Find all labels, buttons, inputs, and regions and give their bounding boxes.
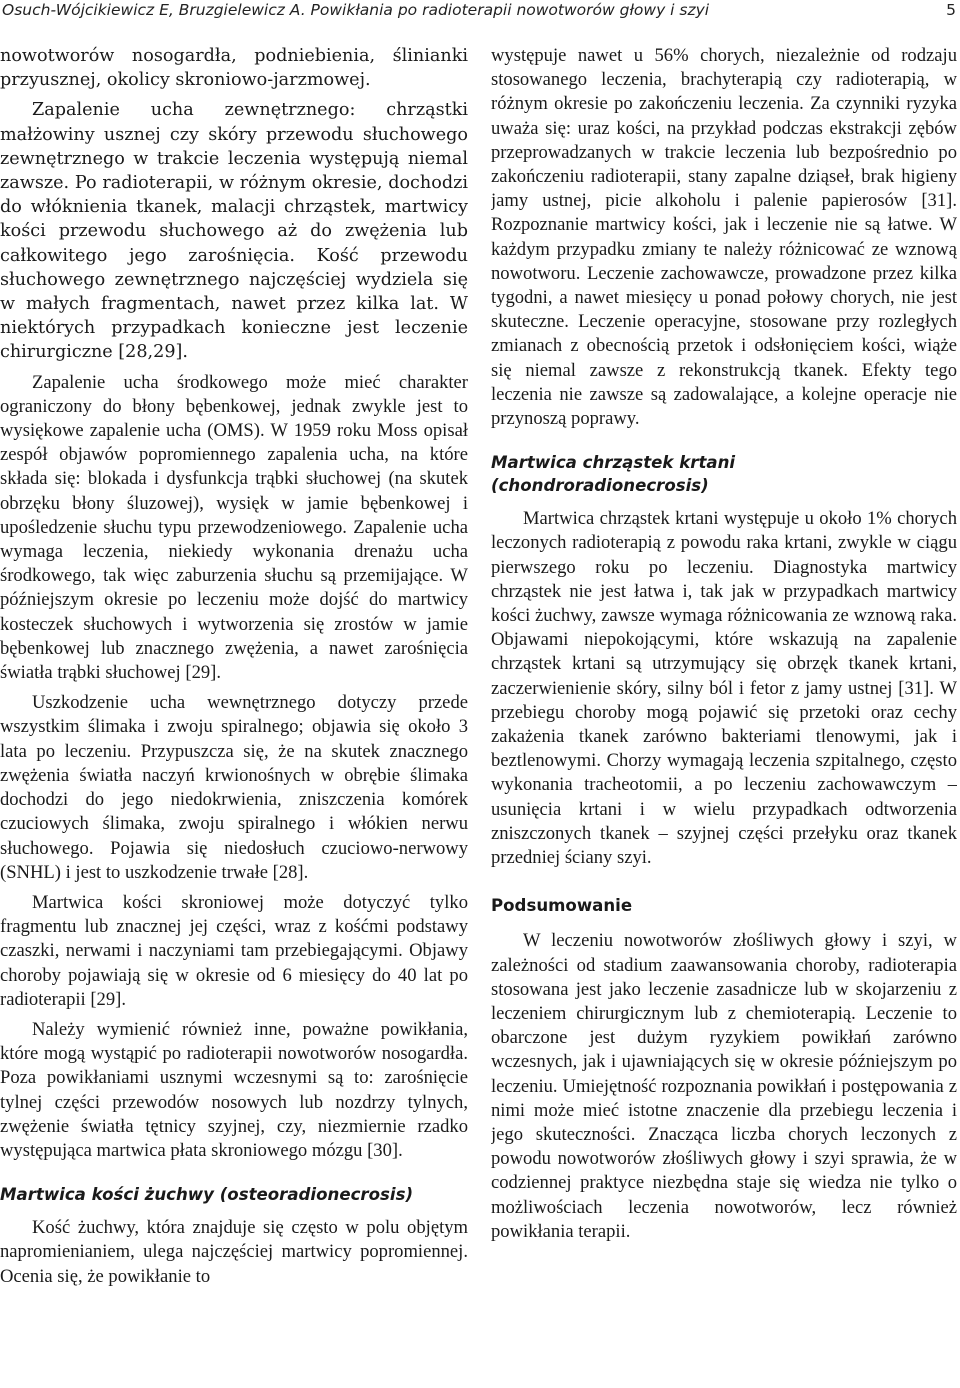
section-heading-mandible: Martwica kości żuchwy (osteoradionecrosis) xyxy=(0,1185,414,1205)
right-column xyxy=(491,44,957,1388)
section-heading-larynx: Martwica chrząstek krtani (chondroradionecrosis) xyxy=(491,453,736,496)
left-paragraph-other-complications: Należy wymienić również inne, poważne powikłania, które mogą wystąpić po radioterapii nowotworów nosogardła. Poza powikłaniami usznymi wczesnymi są to: zarośnięcie tylnej części przewodów nosowych lub nozdrzy tylnych, zwężenie światła tętnicy szyjnej, czy, niezmiernie rzadko występująca martwica płata skroniowego mózgu [30]. xyxy=(0,1018,468,1161)
right-paragraph-summary: W leczeniu nowotworów złośliwych głowy i szyi, w zależności od stadium zaawansowania choroby, radioterapia stosowana jest jako leczenie zasadnicze lub w skojarzeniu z leczeniem chirurgicznym lub z chemioterapią. Leczenie to obarczone jest dużym ryzykiem powikłań zarówno wczesnych, jak i ujawniających się w okresie późniejszym po leczeniu. Umiejętność rozpoznania powikłań i postępowania z nimi może mieć istotne znaczenie dla przebiegu leczenia i jego skuteczności. Znacząca liczba chorych leczonych z powodu nowotworów złośliwych głowy i szyi sprawia, że w codziennej praktyce niezbędna staje się wiedza nie tylko o możliwościach leczenia nowotworów, lecz również powikłania terapii. xyxy=(491,930,957,1242)
left-paragraph-external-ear: Zapalenie ucha zewnętrznego: chrząstki małżowiny usznej czy skóry przewodu słuchowego zewnętrznego w trakcie leczenia występują niemal zawsze. Po radioterapii, w różnym okresie, dochodzi do włóknienia tkanek, malacji chrząstek, martwicy kości przewodu słuchowego aż do zwężenia lub całkowitego jego zarośnięcia. Kość przewodu słuchowego zewnętrznego najczęściej wydziela się w małych fragmentach, nawet przez kilka lat. W niektórych przypadkach konieczne jest leczenie chirurgiczne [28,29]. xyxy=(0,100,468,363)
section-heading-summary: Podsumowanie xyxy=(491,896,633,916)
running-header xyxy=(0,0,960,22)
running-header-title: Osuch-Wójcikiewicz E, Bruzgielewicz A. Powikłania po radioterapii nowotworów głowy i szyi xyxy=(2,1,710,19)
left-paragraph-inner-ear: Uszkodzenie ucha wewnętrznego dotyczy przede wszystkim ślimaka i zwoju spiralnego; objawia się około 3 lata po leczeniu. Przypuszcza się, że na skutek znacznego zwężenia światła naczyń krwionośnych w obrębie ślimaka dochodzi do jego niedokrwienia, zniszczenia komórek czuciowych ślimaka, zwoju spiralnego i włókien nerwu słuchowego. Pojawia się niedosłuch czuciowo-nerwowy (SNHL) i jest to uszkodzenie trwałe [28]. xyxy=(0,692,468,883)
left-paragraph-mandible: Kość żuchwy, która znajduje się często w polu objętym napromienianiem, ulega najczęściej martwicy popromiennej. Ocenia się, że powikłanie to xyxy=(0,1217,468,1287)
left-column xyxy=(0,44,468,1388)
right-paragraph-larynx: Martwica chrząstek krtani występuje u około 1% chorych leczonych radioterapią z powodu raka krtani, zwykle w ciągu pierwszego roku po leczeniu. Diagnostyka martwicy chrząstek nie jest łatwa i, tak jak w przypadkach martwicy kości żuchwy, zawsze wymaga różnicowania ze wznową raka. Objawami niepokojącymi, które wskazują na zapalenie chrząstek krtani są utrzymujący się obrzęk tkanek krtani, zaczerwienienie skóry, silny ból i fetor z jamy ustnej [31]. W przebiegu choroby mogą pojawić się przetoki oraz cechy zakażenia tkanek zarówno bakteriami tlenowymi, jak i beztlenowymi. Chorzy wymagają leczenia szpitalnego, często wykonania tracheotomii, a po leczeniu zachowawczym – usunięcia krtani i w wielu przypadkach odtworzenia zniszczonych tkanek – szyjnej części przełyku oraz tkanek przedniej ściany szyi. xyxy=(491,508,957,869)
right-paragraph-1: występuje nawet u 56% chorych, niezależnie od rodzaju stosowanego leczenia, brachyterapią czy radioterapią, w różnym okresie po zakończeniu leczenia. Za czynniki ryzyka uważa się: uraz kości, na przykład podczas ekstrakcji zębów przeprowadzanych w trakcie leczenia lub bezpośrednio po zakończeniu radioterapii, stany zapalne dziąseł, brak higieny jamy ustnej, picie alkoholu i palenie papierosów [31]. Rozpoznanie martwicy kości, jak i leczenie nie są łatwe. W każdym przypadku zmiany te należy różnicować ze wznową nowotworu. Leczenie zachowawcze, prowadzone przez kilka tygodni, a nawet miesięcy u ponad połowy chorych, nie jest skuteczne. Leczenie operacyjne, stosowane przy rozległych zmianach z obecnością przetok i odsłonięciem kości, wiąże się niemal zawsze z rekonstrukcją tkanek. Efekty tego leczenia nie zawsze są zadowalające, a kolejne operacje nie przynoszą poprawy. xyxy=(491,45,957,430)
left-paragraph-middle-ear: Zapalenie ucha środkowego może mieć charakter ograniczony do błony bębenkowej, jednak zwykle jest to wysiękowe zapalenie ucha (OMS). W 1959 roku Moss opisał zespół objawów popromiennego zapalenia ucha, na które składa się: blokada i dysfunkcja trąbki słuchowej (na skutek obrzęku błony śluzowej), wysięk w jamie bębenkowej i upośledzenie słuchu typu przewodzeniowego. Zapalenie ucha wymaga leczenia, niekiedy wykonania drenażu ucha środkowego, tak więc zaburzenia słuchu są przemijające. W późniejszym okresie po leczeniu może dojść do martwicy kosteczek słuchowych i wytworzenia się zrostów w jamie bębenkowej lub znacznego zwężenia, a nawet zarośnięcia światła trąbki słuchowej [29]. xyxy=(0,371,468,684)
page-number: 5 xyxy=(946,1,956,19)
left-paragraph-temporal-bone: Martwica kości skroniowej może dotyczyć tylko fragmentu lub znacznej jej części, wraz z kośćmi podstawy czaszki, nerwami i naczyniami tam przebiegającymi. Objawy choroby pojawiają się w okresie od 6 miesięcy do 40 lat po radioterapii [29]. xyxy=(0,891,468,1010)
left-paragraph-1: nowotworów nosogardła, podniebienia, ślinianki przyusznej, okolicy skroniowo-jarzmowej. xyxy=(0,46,468,91)
